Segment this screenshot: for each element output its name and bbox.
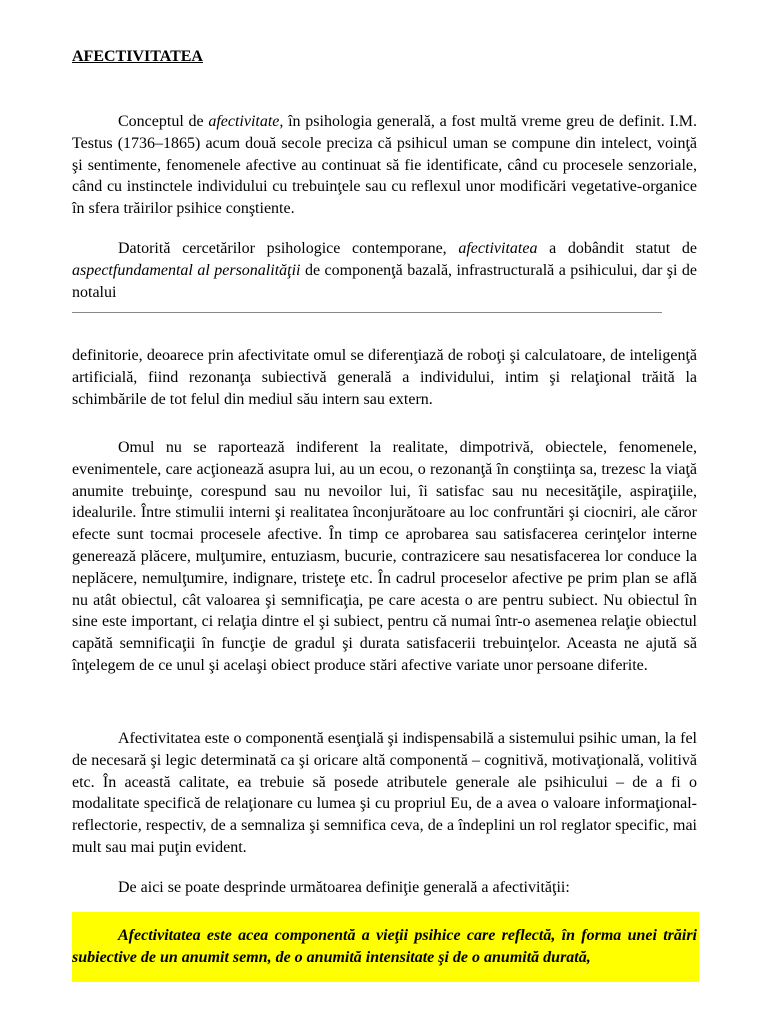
page-title: AFECTIVITATEA [72,48,203,65]
paragraph-text: Datorită cercetărilor psihologice contemporane, [118,240,459,257]
italic-term: afectivitate, [208,113,284,130]
paragraph-component: Afectivitatea este o componentă esenţială şi indispensabilă a sistemului psihic uman, la fel de necesară şi legic determinată ca şi oricare altă componentă – cognitivă, motivaţională, volitivă etc. În această calitate, ea trebuie să posede atributele generale ale psihicului – de a fi o modalitate specifică de relaţionare cu lumea şi cu propriul Eu, de a avea o valoare informaţional-reflectorie, respectiv, de a semnaliza şi semnifica ceva, de a îndeplini un rol reglator specific, mai mult sau mai puţin evident. [72,730,697,856]
definition-text: Afectivitatea este acea componentă a vieţii psihice care reflectă, în forma unei trăiri subiective de un anumit semn, de o anumită intensitate şi de o anumită durată, [72,927,697,966]
paragraph-concept [72,111,697,220]
paragraph-text: în psihologia generală, a fost multă vreme greu de definit. I.M. Testus (1736–1865) acum două secole preciza că psihicul uman se compune din intelect, voinţă şi sentimente, fenomenele afective au continuat să fie identificate, când cu procesele senzoriale, când cu instinctele individului cu trebuinţele sau cu reflexul unor modificări vegetative-organice în sfera trăirilor psihice conştiente. [72,113,697,218]
paragraph-research [72,238,697,303]
italic-term: aspectfundamental al personalităţii [72,261,301,279]
paragraph-definitory: definitorie, deoarece prin afectivitate omul se diferenţiază de roboţi şi calculatoare, de inteligenţă artificială, fiind rezonanţa subiectivă generală a individului, intim şi relaţional trăită la schimbările de tot felul din mediul său intern sau extern. [72,347,697,408]
paragraph-text: de componenţă bazală, infrastructurală a psihicului, dar şi de notalui [72,261,697,301]
italic-term: afectivitatea [458,240,538,257]
paragraph-definition-intro: De aici se poate desprinde următoarea definiţie generală a afectivităţii: [118,879,570,896]
page-separator [72,312,662,313]
paragraph-text: a dobândit statut de [537,240,698,257]
paragraph-text: Conceptul de [118,113,209,130]
paragraph-human-relation: Omul nu se raportează indiferent la realitate, dimpotrivă, obiectele, fenomenele, evenimentele, care acţionează asupra lui, au un ecou, o rezonanţă în conştiinţa sa, trezesc la viaţă anumite trebuinţe, corespund sau nu nevoilor lui, îi satisfac sau nu necesităţile, aspiraţiile, idealurile. Între stimulii interni şi realitatea înconjurătoare au loc confruntări şi ciocniri, ale căror efecte sunt tocmai procesele afective. În timp ce aprobarea sau satisfacerea cerinţelor interne generează plăcere, mulţumire, entuziasm, bucurie, contrazicere sau nesatisfacerea lor conduce la neplăcere, nemulţumire, indignare, tristeţe etc. În cadrul proceselor afective pe prim plan se află nu atât obiectul, cât valoarea şi semnificaţia, pe care acesta o are pentru subiect. Nu obiectul în sine este important, ci relaţia dintre el şi subiect, pentru că numai într-o asemenea relaţie obiectul capătă semnificaţii în funcţie de gradul şi durata satisfacerii trebuinţelor. Aceasta ne ajută să înţelegem de ce unul şi acelaşi obiect produce stări afective variate unor persoane diferite. [72,439,697,674]
